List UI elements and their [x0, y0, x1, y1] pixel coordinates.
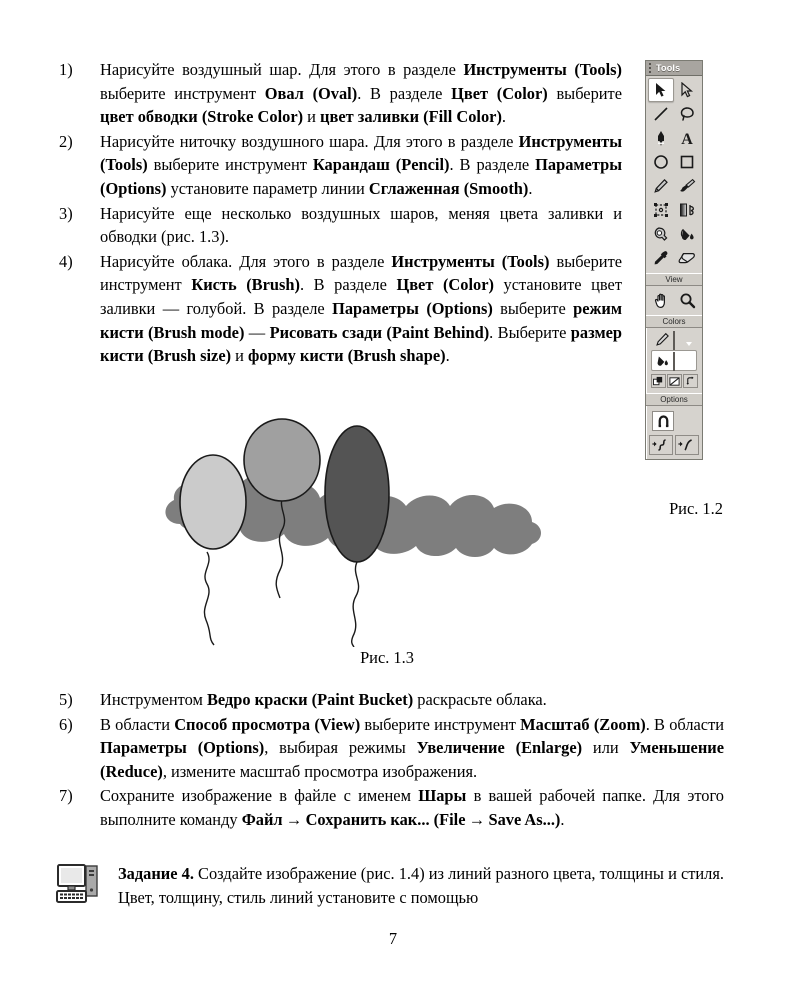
colors-section-label: Colors [646, 315, 702, 328]
list-item [56, 250, 622, 368]
paint-bucket-tool-icon[interactable] [674, 222, 700, 246]
stroke-pencil-icon [655, 332, 670, 347]
list-item-text: Нарисуйте ниточку воздушного шара. Для этого в разделе Инструменты (Tools) выберите инструмент Карандаш (Pencil). В разделе Параметры (Options) установите параметр линии Сглаженная (Smooth). [100, 131, 622, 198]
balloon-string-1 [204, 552, 214, 645]
list-item-marker: 3) [59, 203, 73, 223]
smooth-icon[interactable] [649, 435, 673, 455]
task-text: Задание 4. Создайте изображение (рис. 1.4) из линий разного цвета, толщины и стиля. Цвет, толщину, стиль линий установите с помощью [118, 864, 724, 907]
black-and-white-icon[interactable] [651, 374, 666, 388]
balloons-illustration [150, 412, 550, 647]
list-item-marker: 1) [59, 60, 73, 79]
figure-balloons [150, 412, 550, 647]
hand-tool-icon[interactable] [648, 288, 674, 312]
balloon-dark [325, 426, 389, 562]
line-tool-icon[interactable] [648, 102, 674, 126]
computer-icon [56, 862, 118, 911]
no-color-icon[interactable] [667, 374, 682, 388]
zoom-tool-icon[interactable] [674, 288, 700, 312]
figure-caption-1-3: Рис. 1.3 [360, 648, 414, 667]
stroke-color-swatch[interactable] [673, 332, 693, 347]
list-item-text: В области Способ просмотра (View) выберите инструмент Масштаб (Zoom). В области Параметры (Options), выбирая режимы Увеличение (Enlarge) или Уменьшение (Reduce), измените масштаб просмотра изображения. [100, 714, 725, 781]
tools-grid[interactable] [646, 76, 702, 273]
task-block [56, 862, 724, 911]
options-row-curves[interactable] [647, 433, 701, 457]
arrow-tool-icon[interactable] [648, 78, 674, 102]
subselection-tool-icon[interactable] [674, 78, 700, 102]
svg-text:A: A [681, 131, 693, 146]
list-item-text: Инструментом Ведро краски (Paint Bucket) раскрасьте облака. [100, 690, 547, 709]
list-item [56, 202, 622, 249]
list-item-text: Нарисуйте воздушный шар. Для этого в разделе Инструменты (Tools) выберите инструмент Овал (Oval). В разделе Цвет (Color) выберите цвет обводки (Stroke Color) и цвет заливки (Fill Color). [100, 60, 622, 127]
page-number: 7 [388, 929, 398, 948]
view-section-label: View [646, 273, 702, 286]
colors-section[interactable] [646, 328, 702, 393]
tools-palette-titlebar[interactable] [646, 61, 702, 76]
fill-transform-tool-icon[interactable] [674, 198, 700, 222]
list-item-marker: 5) [59, 690, 73, 709]
list-item [56, 784, 724, 831]
stroke-color-row[interactable] [647, 330, 701, 349]
instruction-list-upper [56, 58, 622, 369]
oval-tool-icon[interactable] [648, 150, 674, 174]
view-tools-grid[interactable] [646, 286, 702, 315]
figure-caption-1-2: Рис. 1.2 [669, 499, 723, 518]
balloon-string-3 [352, 560, 359, 647]
lasso-tool-icon[interactable] [674, 102, 700, 126]
text-tool-icon[interactable] [674, 126, 700, 150]
list-item [56, 58, 622, 129]
chevron-down-icon [686, 342, 692, 346]
pencil-tool-icon[interactable] [648, 174, 674, 198]
tools-palette-title: Tools [656, 63, 681, 73]
free-transform-tool-icon[interactable] [648, 198, 674, 222]
brush-tool-icon[interactable] [674, 174, 700, 198]
list-item-text: Сохраните изображение в файле с именем Шары в вашей рабочей папке. Для этого выполните команду Файл → Сохранить как... (File → Save As...). [100, 786, 725, 829]
fill-color-row[interactable] [651, 350, 697, 371]
list-item-marker: 7) [59, 786, 73, 806]
color-mini-buttons[interactable] [647, 372, 701, 391]
list-item [56, 130, 622, 201]
instruction-list-lower [56, 688, 724, 833]
snap-to-objects-icon[interactable] [652, 411, 674, 431]
list-item-text: Нарисуйте еще несколько воздушных шаров, меняя цвета заливки и обводки (рис. 1.3). [100, 203, 622, 247]
eyedropper-tool-icon[interactable] [648, 246, 674, 270]
list-item-marker: 6) [59, 714, 73, 734]
balloon-light [180, 455, 246, 549]
fill-color-swatch[interactable] [673, 353, 693, 368]
swap-colors-icon[interactable] [683, 374, 698, 388]
rectangle-tool-icon[interactable] [674, 150, 700, 174]
options-section-label: Options [646, 393, 702, 406]
chevron-down-icon [686, 363, 692, 367]
options-row-snap[interactable] [647, 408, 701, 433]
ink-bottle-tool-icon[interactable] [648, 222, 674, 246]
straighten-icon[interactable] [675, 435, 699, 455]
fill-bucket-icon [655, 353, 670, 368]
list-item-marker: 4) [59, 251, 73, 271]
drag-grip-icon[interactable] [649, 63, 653, 73]
pen-tool-icon[interactable] [648, 126, 674, 150]
list-item [56, 713, 724, 784]
list-item [56, 688, 724, 712]
options-section[interactable] [646, 406, 702, 459]
tools-palette[interactable] [645, 60, 703, 460]
list-item-text: Нарисуйте облака. Для этого в разделе Инструменты (Tools) выберите инструмент Кисть (Brush). В разделе Цвет (Color) установите цвет заливки — голубой. В разделе Параметры (Options) выберите режим кисти (Brush mode) — Рисовать сзади (Paint Behind). Выберите размер кисти (Brush size) и форму кисти (Brush shape). [100, 251, 623, 366]
eraser-tool-icon[interactable] [674, 246, 700, 270]
balloon-medium [244, 419, 320, 501]
list-item-marker: 2) [59, 131, 73, 151]
